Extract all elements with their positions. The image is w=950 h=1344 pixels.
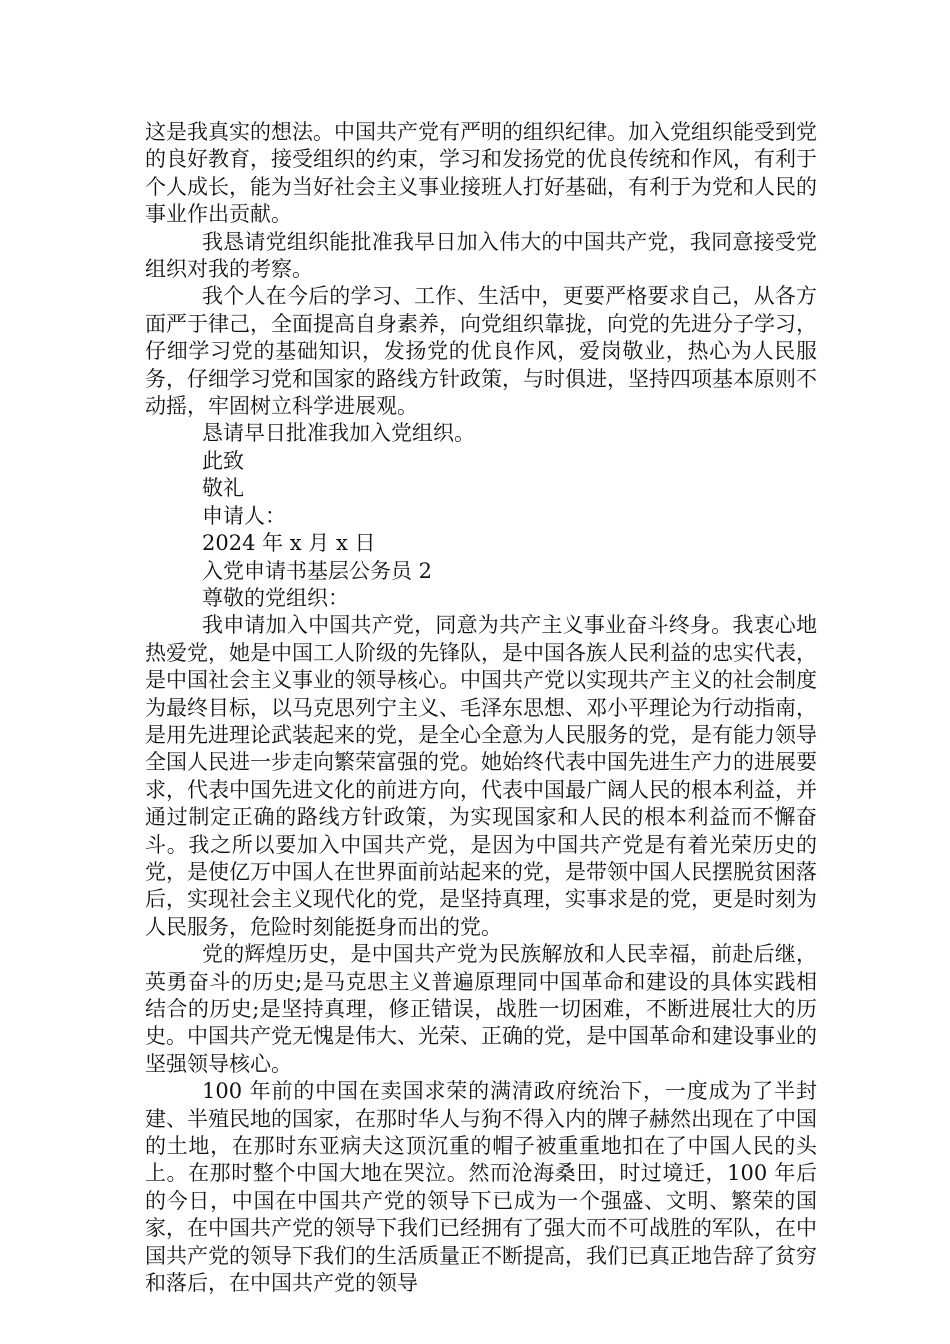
document-page [145,119,817,1297]
paragraph-4: 恳请早日批准我加入党组织。 [202,421,475,446]
closing-line-1: 此致 [202,448,244,473]
paragraph-2: 我恳请党组织能批准我早日加入伟大的中国共产党，我同意接受党组织对我的考察。 [145,229,817,282]
paragraph-5: 我申请加入中国共产党，同意为共产主义事业奋斗终身。我衷心地热爱党，她是中国工人阶级的先锋队，是中国各族人民利益的忠实代表，是中国社会主义事业的领导核心。中国共产党以实现共产主义的社会制度为最终目标，以马克思列宁主义、毛泽东思想、邓小平理论为行动指南，是用先进理论武装起来的党，是全心全意为人民服务的党，是有能力领导全国人民进一步走向繁荣富强的党。她始终代表中国先进生产力的进展要求，代表中国先进文化的前进方向，代表中国最广阔人民的根本利益，并通过制定正确的路线方针政策，为实现国家和人民的根本利益而不懈奋斗。我之所以要加入中国共产党，是因为中国共产党是有着光荣历史的党，是使亿万中国人在世界面前站起来的党，是带领中国人民摆脱贫困落后，实现社会主义现代化的党，是坚持真理，实事求是的党，更是时刻为人民服务，危险时刻能挺身而出的党。 [145,613,817,939]
paragraph-3: 我个人在今后的学习、工作、生活中，更要严格要求自己，从各方面严于律己，全面提高自身素养，向党组织靠拢，向党的先进分子学习，仔细学习党的基础知识，发扬党的优良作风，爱岗敬业，热心为人民服务，仔细学习党和国家的路线方针政策，与时俱进，坚持四项基本原则不动摇，牢固树立科学进展观。 [145,284,817,419]
paragraph-7: 100 年前的中国在卖国求荣的满清政府统治下，一度成为了半封建、半殖民地的国家，在那时华人与狗不得入内的牌子赫然出现在了中国的土地，在那时东亚病夫这顶沉重的帽子被重重地扣在了中国人民的头上。在那时整个中国大地在哭泣。然而沧海桑田，时过境迁，100 年后的今日，中国在中国共产党的领导下已成为一个强盛、文明、繁荣的国家，在中国共产党的领导下我们已经拥有了强大而不可战胜的军队，在中国共产党的领导下我们的生活质量正不断提高，我们已真正地告辞了贫穷和落后，在中国共产党的领导 [145,1079,817,1296]
applicant-line: 申请人： [202,503,286,528]
salutation-line: 尊敬的党组织： [202,585,349,610]
section-heading: 入党申请书基层公务员 2 [202,558,433,583]
date-line: 2024 年 x 月 x 日 [202,531,376,556]
closing-line-2: 敬礼 [202,476,244,501]
paragraph-6: 党的辉煌历史，是中国共产党为民族解放和人民幸福，前赴后继，英勇奋斗的历史;是马克思主义普遍原理同中国革命和建设的具体实践相结合的历史;是坚持真理，修正错误，战胜一切困难，不断进展壮大的历史。中国共产党无愧是伟大、光荣、正确的党，是中国革命和建设事业的坚强领导核心。 [145,942,817,1076]
paragraph-1: 这是我真实的想法。中国共产党有严明的组织纪律。加入党组织能受到党的良好教育，接受组织的约束，学习和发扬党的优良传统和作风，有利于个人成长，能为当好社会主义事业接班人打好基础，有利于为党和人民的事业作出贡献。 [145,120,817,227]
